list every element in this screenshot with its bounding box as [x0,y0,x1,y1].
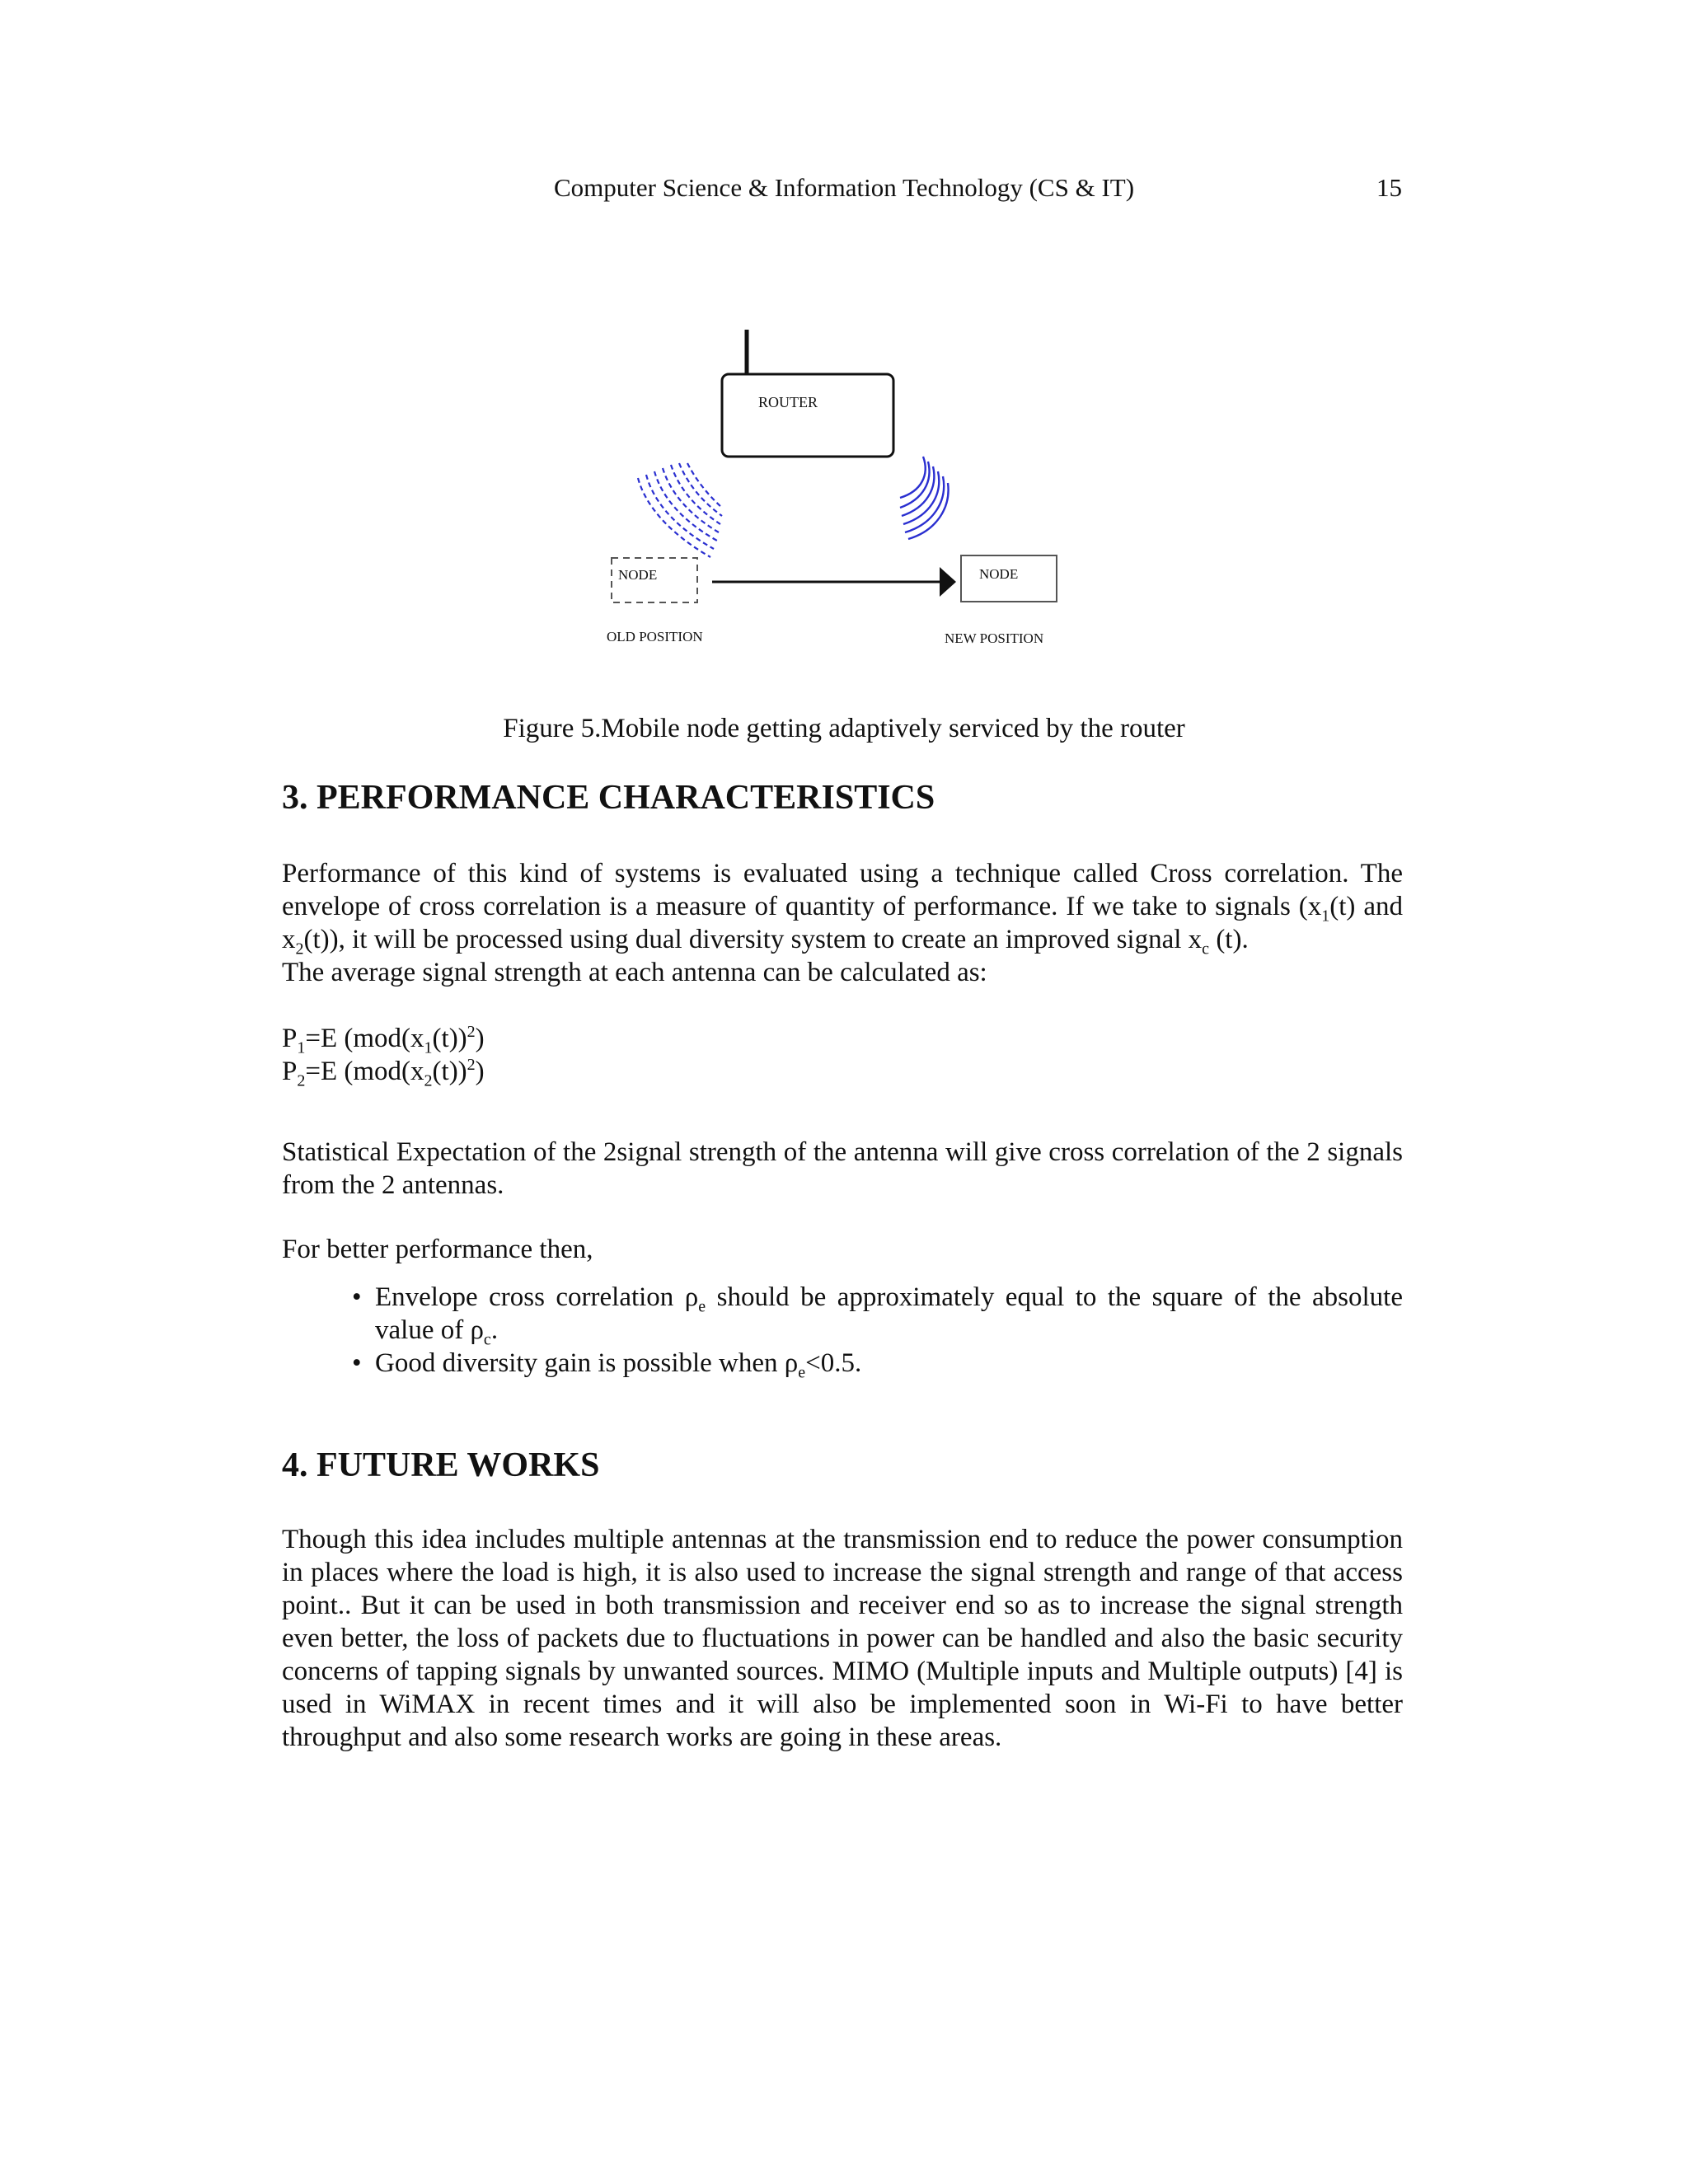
section-3-paragraph-4: For better performance then, [282,1235,593,1264]
text-run: =E (mod(x [305,1024,424,1053]
text-run: ) [475,1057,485,1086]
text-run: P [282,1024,298,1053]
equation-p2 [282,1055,1403,1088]
new-signal-waves [900,457,949,539]
movement-arrow-head [940,567,956,597]
new-node-label: NODE [979,566,1019,582]
section-3-paragraph-1 [282,857,1403,956]
subscript: 1 [1321,907,1330,926]
text-run: Good diversity gain is possible when ρ [375,1348,799,1378]
text-run: (t) and x [282,892,1403,954]
equations [282,1022,1403,1088]
text-run: (t)) [432,1057,467,1086]
bullet-list [282,1281,1403,1380]
text-run: =E (mod(x [305,1057,424,1086]
bullet-icon: • [352,1282,362,1312]
text-run: . [490,1315,499,1345]
superscript: 2 [467,1023,476,1041]
section-4-body [282,1523,1403,1754]
running-header-title: Computer Science & Information Technology (CS & IT) [553,173,1135,202]
subscript: 2 [297,1071,306,1090]
text-run: (t). [1209,925,1249,954]
figure-caption: Figure 5.Mobile node getting adaptively serviced by the router [503,714,1185,743]
figure-5-diagram [577,313,1121,668]
subscript: e [798,1363,806,1382]
subscript: 1 [297,1038,306,1057]
section-3-body [282,857,1403,989]
subscript: 1 [424,1038,433,1057]
old-position-label: OLD POSITION [607,629,703,644]
new-position-label: NEW POSITION [945,630,1044,646]
network-diagram [577,313,1121,668]
text-run: should be approximately equal to the square of the absolute value of ρ [375,1282,1403,1345]
router-label: ROUTER [758,394,818,410]
section-4-heading: 4. FUTURE WORKS [282,1446,600,1484]
router-box [722,374,893,457]
subscript: 2 [424,1071,433,1090]
section-3-paragraph-2: The average signal strength at each antenna can be calculated as: [282,958,987,987]
text-run: (t)), it will be processed using dual diversity system to create an improved signal x [303,925,1203,954]
text-run: P [282,1057,298,1086]
text-run: ) [475,1024,485,1053]
old-node-label: NODE [618,567,658,583]
equation-p1 [282,1022,1403,1055]
section-3-paragraph-3 [282,1136,1403,1202]
bullet-item [352,1281,1403,1349]
section-3-heading: 3. PERFORMANCE CHARACTERISTICS [282,779,935,817]
text-run: Performance of this kind of systems is evaluated using a technique called Cross correlation. The envelope of cross correlation is a measure of quantity of performance. If we take to signals (x [282,859,1403,921]
text-run: Envelope cross correlation ρ [375,1282,699,1312]
subscript: e [698,1297,706,1316]
bullet-icon: • [352,1348,362,1378]
page-number: 15 [1376,173,1402,202]
statistical-expectation-text: Statistical Expectation of the 2signal strength of the antenna will give cross correlation of the 2 signals from the 2 antennas. [282,1137,1403,1200]
bullet-item [352,1347,1403,1382]
text-run: <0.5. [805,1348,862,1378]
subscript: c [1202,940,1210,958]
section-4-paragraph-1: Though this idea includes multiple antennas at the transmission end to reduce the power consumption in places where the load is high, it is also used to increase the signal strength and range of that access point.. But it can be used in both transmission and receiver end so as to increase the signal strength even better, the loss of packets due to fluctuations in power can be handled and also the basic security concerns of tapping signals by unwanted sources. MIMO (Multiple inputs and Multiple outputs) [4] is used in WiMAX in recent times and it will also be implemented soon in Wi-Fi to have better throughput and also some research works are going in these areas. [282,1525,1403,1752]
subscript: c [483,1330,491,1349]
subscript: 2 [295,940,304,958]
superscript: 2 [467,1056,476,1074]
old-signal-waves [638,463,722,557]
text-run: (t)) [432,1024,467,1053]
